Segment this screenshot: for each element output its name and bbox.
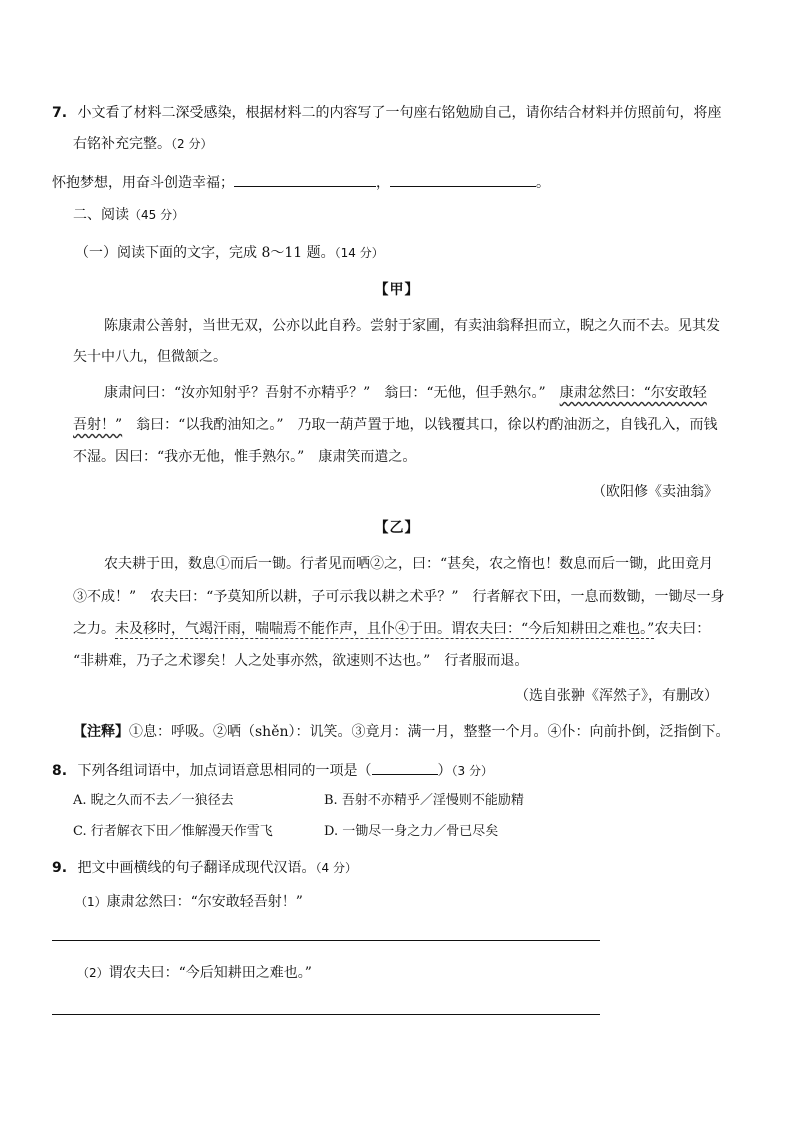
q9-stem-line (52, 858, 357, 878)
part1-score: （14 分） (334, 246, 384, 260)
passage-yi-text: 之力。 (73, 621, 115, 637)
q7-fill-line (52, 171, 550, 193)
q9-sub1-number: （1） (75, 895, 107, 909)
q8-answer-blank[interactable] (372, 759, 438, 775)
passage-yi-text: 农夫曰： (654, 621, 711, 637)
q8-number: 8. (52, 763, 68, 779)
part1-title: （一）阅读下面的文字，完成 8～11 题。 (75, 245, 335, 261)
passage-yi-line3 (73, 619, 710, 639)
q9-sub2-text: 谓农夫曰：“今后知耕田之难也。” (108, 965, 312, 981)
q8-stem: 下列各组词语中，加点词语意思相同的一项是（ (77, 763, 372, 779)
q8-option-b[interactable]: B. 吾射不亦精乎／淫慢则不能励精 (324, 793, 524, 808)
underlined-sentence-1-end: 吾射！” (73, 417, 123, 433)
passage-yi-line4: “非耕难，乃子之术谬矣！人之处事亦然，欲速则不达也。” 行者服而退。 (73, 653, 529, 669)
passage-jia-p1-line2: 矢十中八九，但微颔之。 (73, 349, 227, 365)
q8-score: （3 分） (451, 764, 493, 778)
q7-score: （2 分） (171, 137, 213, 151)
q7-stem-cont: 右铭补充完整。 (73, 136, 171, 152)
q8-option-c[interactable]: C. 行者解衣下田／惟解漫天作雪飞 (73, 824, 273, 839)
q9-stem: 把文中画横线的句子翻译成现代汉语。 (77, 860, 316, 876)
passage-jia-p2-line1 (104, 383, 707, 403)
notes-text: ①息：呼吸。②哂（shěn）：讥笑。③竟月：满一月，整整一个月。④仆：向前扑倒，泛指倒下。 (129, 724, 730, 740)
q9-sub2 (77, 963, 312, 983)
q8-option-d[interactable]: D. 一锄尽一身之力／骨已尽矣 (324, 824, 499, 839)
passage-jia-label: 【甲】 (374, 282, 420, 298)
passage-jia-source: （欧阳修《卖油翁》 (592, 484, 718, 500)
q7-number: 7. (52, 105, 68, 121)
section2-title: 二、阅读 (73, 207, 129, 223)
q7-line2 (73, 134, 212, 154)
part1-heading (75, 243, 384, 263)
notes-label: 【注释】 (73, 724, 129, 740)
q8-stem-line (52, 759, 493, 781)
q9-answer-line-1[interactable] (52, 940, 600, 941)
q8-stem-end: ） (437, 763, 452, 779)
q9-number: 9. (52, 860, 68, 876)
passage-jia-text: 康肃问曰：“汝亦知射乎？吾射不亦精乎？” 翁曰：“无他，但手熟尔。” (104, 385, 560, 401)
q9-score: （4 分） (315, 861, 357, 875)
q8-option-a[interactable]: A. 睨之久而不去／一狼径去 (73, 793, 234, 808)
q7-answer-blank-1[interactable] (234, 171, 376, 187)
passage-yi-label: 【乙】 (374, 520, 420, 536)
passage-yi-source: （选自张翀《浑然子》，有删改） (515, 688, 718, 704)
q9-sub2-number: （2） (77, 966, 109, 980)
passage-yi-line1: 农夫耕于田，数息①而后一锄。行者见而哂②之，曰：“甚矣，农之惰也！数息而后一锄，此田竟月 (104, 556, 714, 572)
passage-jia-p2-line2 (73, 415, 717, 435)
q9-sub1 (75, 892, 303, 912)
q7-stem: 小文看了材料二深受感染，根据材料二的内容写了一句座右铭勉励自己，请你结合材料并仿照前句，将座 (77, 105, 722, 121)
underlined-sentence-2: 未及移时，气竭汗雨，喘喘焉不能作声，且仆④于田。谓农夫曰：“今后知耕田之难也。” (115, 621, 655, 637)
notes (73, 722, 730, 742)
q9-answer-line-2[interactable] (52, 1014, 600, 1015)
q7-fill-prefix: 怀抱梦想，用奋斗创造幸福； (52, 175, 234, 191)
passage-jia-text: 翁曰：“以我酌油知之。” 乃取一葫芦置于地，以钱覆其口，徐以杓酌油沥之，自钱孔入，而钱 (122, 417, 718, 433)
passage-jia-p2-line3: 不湿。因曰：“我亦无他，惟手熟尔。” 康肃笑而遣之。 (73, 449, 417, 465)
q7-answer-blank-2[interactable] (390, 171, 536, 187)
section2-score: （45 分） (129, 208, 185, 222)
q7-line1 (52, 103, 722, 123)
section2-heading (73, 205, 184, 225)
q7-fill-end: 。 (536, 175, 550, 191)
q9-sub1-text: 康肃忿然曰：“尔安敢轻吾射！” (106, 894, 303, 910)
underlined-sentence-1: 康肃忿然曰：“尔安敢轻 (559, 385, 707, 401)
passage-jia-p1-line1: 陈康肃公善射，当世无双，公亦以此自矜。尝射于家圃，有卖油翁释担而立，睨之久而不去。见其发 (104, 318, 720, 334)
passage-yi-line2: ③不成！” 农夫曰：“予莫知所以耕，子可示我以耕之术乎？” 行者解衣下田，一息而数锄，一锄尽一身 (73, 589, 725, 605)
q7-fill-comma: ， (376, 175, 390, 191)
